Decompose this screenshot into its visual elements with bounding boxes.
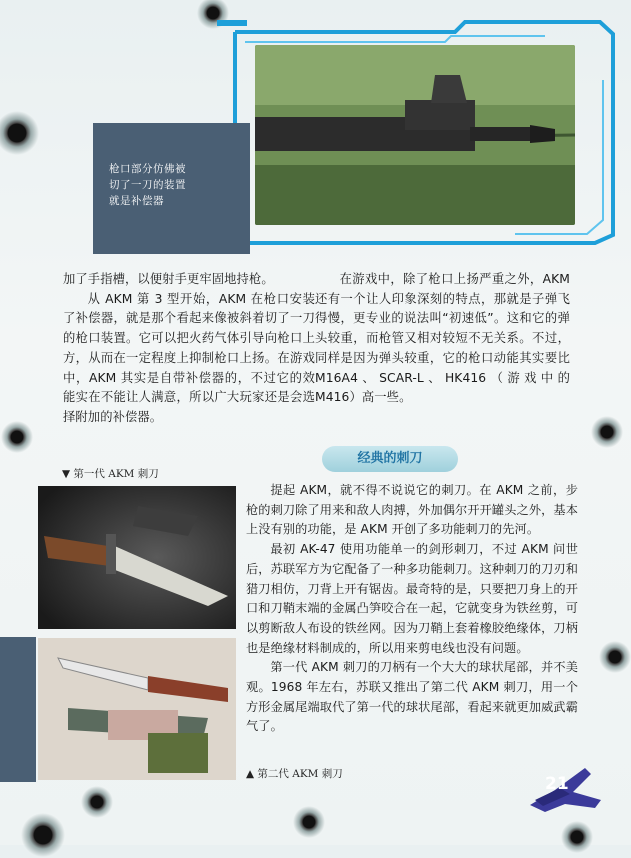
- figure-caption-2: ▲ 第二代 AKM 刺刀: [246, 768, 343, 780]
- bullet-hole-icon: [560, 820, 594, 854]
- figure-caption-1: ▼ 第一代 AKM 刺刀: [62, 468, 159, 480]
- section-title: 经典的刺刀: [357, 451, 423, 466]
- text-column-right: [315, 270, 570, 408]
- bullet-hole-icon: [0, 110, 40, 156]
- bullet-hole-icon: [0, 420, 34, 454]
- rifle-muzzle-photo: [255, 45, 575, 225]
- paragraph: 加了手指槽，以便射手更牢固地持枪。: [63, 272, 274, 286]
- page-number: 21: [545, 774, 569, 794]
- first-gen-bayonet-photo: [38, 486, 236, 629]
- paragraph: 最初 AK-47 使用功能单一的剑形刺刀，不过 AKM 问世后，苏联军方为它配备了一种多功能刺刀。这种刺刀的刀刃和猎刀相仿，刀背上开有锯齿。最奇特的是，只要把刀身上的开口和刀鞘末端的金属凸笋咬合在一起，它就变身为铁丝剪，可以剪断敌人布设的铁丝网。因为刀鞘上套着橡胶绝缘体，刀柄也是绝缘材料制成的，所以用来剪电线也没有问题。: [246, 542, 578, 655]
- bullet-hole-icon: [292, 805, 326, 839]
- bullet-hole-icon: [80, 785, 114, 819]
- section-heading: [322, 446, 458, 472]
- paragraph: 在游戏中，除了枪口上扬严重之外，AKM 还有一个让人印象深刻的特点，那就是子弹飞得慢，更专业的说法叫“初速低”。这和它的弹头较重，而枪管又相对较短不无关系。不过，同样是因为弹头较重，它的枪口动能其实要比 M16A4、SCAR-L、HK416（游戏中的 M416）高一些。: [315, 272, 570, 405]
- bullet-hole-icon: [20, 812, 66, 858]
- page-number-badge: [525, 760, 605, 815]
- bullet-hole-icon: [598, 640, 631, 674]
- text-column-bayonet: [246, 481, 578, 737]
- side-accent-bar: [0, 637, 36, 782]
- photo-caption: 枪口部分仿佛被 切了一刀的装置 就是补偿器: [109, 163, 186, 207]
- text-column-left: [63, 270, 315, 428]
- photo-caption-box: [93, 123, 250, 254]
- bullet-hole-icon: [590, 415, 624, 449]
- paragraph: 提起 AKM，就不得不说说它的刺刀。在 AKM 之前，步枪的刺刀除了用来和敌人肉搏，外加偶尔开开罐头之外，基本上没有别的功能，是 AKM 开创了多功能刺刀的先河。: [246, 483, 578, 537]
- paragraph: 第一代 AKM 刺刀的刀柄有一个大大的球状尾部，并不美观。1968 年左右，苏联又推出了第二代 AKM 刺刀，用一个方形金属尾端取代了第一代的球状尾部，看起来就更加威武霸气了。: [246, 660, 578, 734]
- paragraph: 从 AKM 第 3 型开始，AKM 在枪口安装了补偿器，就是那个看起来像被斜着切了一刀的枪口装置。它可以把火药气体引导向枪口上方，从而在一定程度上抑制枪口上扬。在游戏中，AKM 其实是自带补偿器的，不过它的效能实在不能让人满意，所以广大玩家还是会选择附加的补偿器。: [63, 291, 315, 424]
- second-gen-bayonet-photo: [38, 638, 236, 780]
